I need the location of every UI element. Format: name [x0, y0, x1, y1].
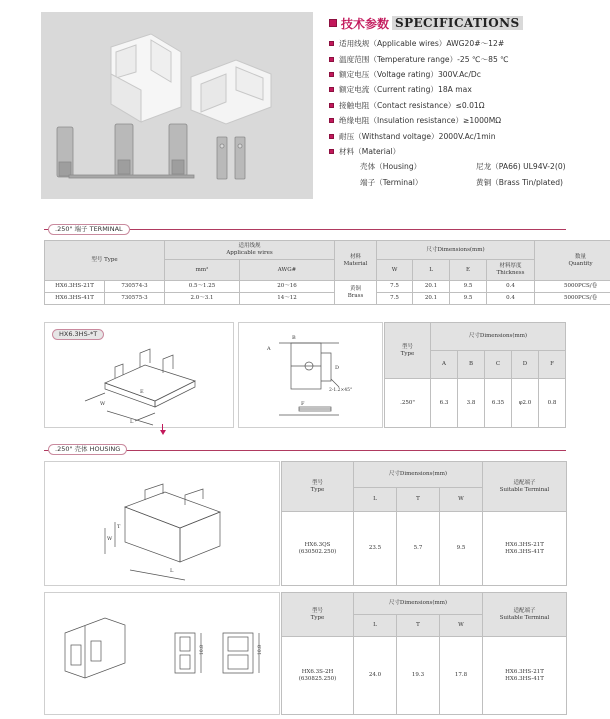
header-e: E [450, 260, 487, 281]
arrow-down-icon [160, 430, 166, 435]
header-applicable-wires: 适用线规 Applicable wires [165, 241, 335, 260]
housing-single-svg [45, 462, 281, 587]
product-illustration [41, 12, 313, 199]
spec-row-withstand-voltage: 耐压（Withstand voltage） 2000V.Ac/1min [329, 128, 566, 143]
header-type: 型号 Type [282, 593, 354, 637]
table-row: HX6.3S-2H (630825.250) 24.0 19.3 17.8 HX6.3HS-21T HX6.3HS-41T [282, 637, 567, 715]
dim-d-label: D [335, 365, 340, 371]
dim-t-label: T [117, 524, 121, 530]
spec-row-housing-material: 壳体（Housing） 尼龙（PA66) UL94V-2(0) [360, 162, 566, 172]
specifications-title-en: SPECIFICATIONS [392, 16, 523, 30]
terminal-drawing-tag: HX6.3HS-*T [52, 329, 104, 340]
dim-a-label: A [267, 346, 271, 352]
square-bullet-icon [329, 103, 334, 108]
terminal-spec-table [44, 240, 610, 305]
header-dimensions: 尺寸Dimensions(mm) [377, 241, 535, 260]
table-row: HX6.3QS (630502.250) 23.5 5.7 9.5 HX6.3HS-21T HX6.3HS-41T [282, 512, 567, 586]
spec-row-current: 额定电流（Current rating） 18A max [329, 82, 566, 97]
header-quantity: 数量 Quantity [535, 241, 610, 281]
housing-double-image [111, 34, 181, 122]
dim-l-label: L [130, 419, 134, 425]
housing-section-label: .250" 壳体 HOUSING [48, 444, 127, 455]
header-w: W [377, 260, 413, 281]
header-dimensions: 尺寸Dimensions(mm) [431, 323, 566, 351]
spec-row-insulation-resistance: 绝缘电阻（Insulation resistance） ≥1000MΩ [329, 113, 566, 128]
specifications-list [329, 36, 566, 190]
spec-row-wires: 适用线规（Applicable wires） AWG20#～12# [329, 36, 566, 51]
header-dimensions: 尺寸Dimensions(mm) [354, 593, 483, 615]
dim-label: 10.8 [258, 644, 263, 655]
square-bullet-icon [329, 72, 334, 77]
product-photo [41, 12, 313, 199]
dim-angle-label: 2-1.2×45° [329, 388, 353, 393]
square-bullet-icon [329, 41, 334, 46]
dim-b-label: B [292, 335, 296, 341]
header-mm2: mm² [165, 260, 240, 281]
dim-e-label: E [140, 389, 144, 395]
terminal-isometric-drawing [44, 322, 234, 428]
square-bullet-icon [329, 57, 334, 62]
square-bullet-icon [329, 134, 334, 139]
table-row: HX6.3HS-41T 730575-3 2.0～3.1 14～12 7.5 20.1 9.5 0.4 5000PCS/卷 [45, 293, 610, 305]
square-bullet-icon [329, 87, 334, 92]
header-dimensions: 尺寸Dimensions(mm) [354, 462, 483, 488]
specifications-title-cn: 技术参数 [341, 16, 390, 31]
header-type: 型号 Type [282, 462, 354, 512]
header-awg: AWG# [240, 260, 335, 281]
header-thickness: 材料厚度 Thickness [487, 260, 535, 281]
dim-l-label: L [170, 568, 174, 574]
terminal-tab-svg [239, 323, 384, 429]
terminal-strip-image [57, 124, 245, 179]
header-suitable-terminal: 适配端子 Suitable Terminal [483, 593, 567, 637]
dim-w-label: W [100, 401, 106, 407]
header-suitable-terminal: 适配端子 Suitable Terminal [483, 462, 567, 512]
specifications-heading [329, 15, 523, 31]
terminal-section-label: .250" 端子 TERMINAL [48, 224, 130, 235]
dim-label: 10.8 [200, 644, 205, 655]
header-type: 型号 Type [385, 323, 431, 379]
spec-row-voltage: 额定电压（Voltage rating） 300V.Ac/Dc [329, 67, 566, 82]
spec-row-material: 材料（Material） [329, 144, 566, 159]
spec-row-contact-resistance: 接触电阻（Contact resistance） ≤0.01Ω [329, 98, 566, 113]
header-l: L [413, 260, 450, 281]
dim-w-label: W [107, 536, 113, 542]
header-type: 型号 Type [45, 241, 165, 281]
material-cell: 黄铜 Brass [335, 281, 377, 305]
housing-double-svg [45, 593, 281, 716]
housing-single-drawing [44, 461, 280, 586]
terminal-dimensions-table: 型号 Type 尺寸Dimensions(mm) A B C D F .250" 6.3 3.8 6.35 φ2.0 0.8 [384, 322, 566, 428]
housing-single-table: 型号 Type 尺寸Dimensions(mm) 适配端子 Suitable Terminal L T W HX6.3QS (630502.250) 23.5 5.7 9.5 HX6.3HS-21T HX6.3HS-41T [281, 461, 567, 586]
housing-double-drawing [44, 592, 280, 715]
spec-row-temperature: 温度范围（Temperature range） -25 ℃～85 ℃ [329, 51, 566, 66]
table-row: HX6.3HS-21T 730574-3 0.5～1.25 20～16 黄铜 Brass 7.5 20.1 9.5 0.4 5000PCS/卷 [45, 281, 610, 293]
spec-row-terminal-material: 端子（Terminal） 黄铜（Brass Tin/plated) [360, 177, 563, 187]
square-bullet-icon [329, 149, 334, 154]
housing-single-image [191, 60, 271, 124]
square-bullet-icon [329, 118, 334, 123]
housing-double-table: 型号 Type 尺寸Dimensions(mm) 适配端子 Suitable Terminal L T W HX6.3S-2H (630825.250) 24.0 19.3 17.8 HX6.3HS-21T HX6.3HS-41T [281, 592, 567, 715]
header-material: 材料 Material [335, 241, 377, 281]
table-row: .250" 6.3 3.8 6.35 φ2.0 0.8 [385, 379, 566, 428]
dim-f-label: F [301, 401, 305, 407]
terminal-tab-drawing [238, 322, 383, 428]
square-bullet-icon [329, 19, 337, 27]
